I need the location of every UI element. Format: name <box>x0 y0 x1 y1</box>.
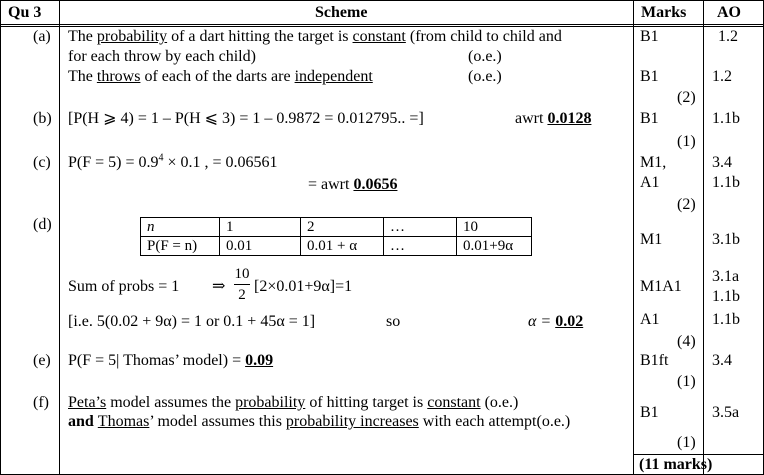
part-c-ao1: 3.4 <box>712 154 732 171</box>
table-cell: 2 <box>301 218 384 237</box>
table-cell: 10 <box>457 218 532 237</box>
part-b-text: [P(H ⩾ 4) = 1 – P(H ⩽ 3) = 1 – 0.9872 = 0.012795.. =] <box>68 110 424 127</box>
part-e-mark: B1ft <box>640 352 669 369</box>
part-d-frac-num: 10 <box>234 266 250 282</box>
part-d-sum-expr: [2×0.01+9α]=1 <box>254 278 353 295</box>
table-cell: P(F = n) <box>141 237 220 256</box>
part-a-total: (2) <box>677 89 696 106</box>
part-a-mark1: B1 <box>640 28 659 45</box>
part-f-line1: Peta’s model assumes the probability of hitting target is constant (o.e.) <box>68 394 519 411</box>
part-b-label: (b) <box>33 110 52 127</box>
part-f-mark: B1 <box>640 404 659 421</box>
part-c-label: (c) <box>33 154 51 171</box>
part-d-ie-text: [i.e. 5(0.02 + 9α) = 1 or 0.1 + 45α = 1] <box>68 313 316 330</box>
part-d-ao-sum2: 1.1b <box>712 288 740 305</box>
table-cell: … <box>384 218 457 237</box>
part-a-line2: for each throw by each child) <box>68 48 256 65</box>
part-c-mark2: A1 <box>640 174 660 191</box>
probability-table <box>140 217 532 256</box>
part-d-ao-sum1: 3.1a <box>712 268 740 285</box>
header-ao: AO <box>717 4 741 21</box>
part-f-total: (1) <box>677 434 696 451</box>
header-rule-2 <box>0 26 764 27</box>
total-marks: (11 marks) <box>639 456 713 473</box>
part-d-frac-den: 2 <box>238 287 246 303</box>
part-a-ao2: 1.2 <box>712 68 732 85</box>
part-a-ao1: 1.2 <box>718 28 738 45</box>
table-row <box>141 237 532 256</box>
header-marks: Marks <box>641 4 687 21</box>
part-a-line3: The throws of each of the darts are independent <box>68 68 373 85</box>
border-left <box>0 0 1 475</box>
part-a-line3-oe: (o.e.) <box>468 68 502 85</box>
part-e-text: P(F = 5| Thomas’ model) = 0.09 <box>68 352 274 369</box>
part-c-text: $P(F = 5) = 0.9^4 \times 0.1$ , = 0.06561 <box>68 152 278 171</box>
part-d-ao-table: 3.1b <box>712 231 740 248</box>
table-cell: 0.01 + α <box>301 237 384 256</box>
part-d-so: so <box>386 313 401 330</box>
part-b-answer: awrt 0.0128 <box>515 110 592 127</box>
divider-scheme <box>633 0 634 475</box>
part-a-mark2: B1 <box>640 68 659 85</box>
table-cell: n <box>141 218 220 237</box>
part-b-mark: B1 <box>640 110 659 127</box>
border-top <box>0 0 764 1</box>
part-f-ao: 3.5a <box>712 404 740 421</box>
part-e-total: (1) <box>677 373 696 390</box>
table-cell: … <box>384 237 457 256</box>
part-c-total: (2) <box>677 196 696 213</box>
part-d-ao-ie: 1.1b <box>712 311 740 328</box>
part-a-line2-oe: (o.e.) <box>468 48 502 65</box>
part-c-ao2: 1.1b <box>712 174 740 191</box>
part-b-total: (1) <box>677 133 696 150</box>
header-scheme: Scheme <box>315 4 368 21</box>
part-d-alpha-answer: α = 0.02 <box>528 313 584 330</box>
part-a-label: (a) <box>33 28 51 45</box>
part-d-mark-sum: M1A1 <box>640 278 682 295</box>
part-d-implies: ⇒ <box>212 278 226 295</box>
part-d-mark-ie: A1 <box>640 311 660 328</box>
part-f-label: (f) <box>33 394 49 411</box>
part-e-ao: 3.4 <box>712 352 732 369</box>
part-d-sum-text: Sum of probs = 1 <box>68 278 180 295</box>
part-d-frac-bar <box>234 284 250 285</box>
table-cell: 0.01+9α <box>457 237 532 256</box>
part-e-label: (e) <box>33 352 51 369</box>
divider-marks <box>703 0 704 475</box>
table-cell: 1 <box>220 218 301 237</box>
part-d-total: (4) <box>677 333 696 350</box>
header-qu: Qu 3 <box>8 4 42 21</box>
part-c-mark1: M1, <box>640 154 667 171</box>
part-c-answer: = awrt 0.0656 <box>308 176 398 193</box>
table-cell: 0.01 <box>220 237 301 256</box>
header-rule <box>0 24 764 25</box>
table-row <box>141 218 532 237</box>
part-d-mark-table: M1 <box>640 231 663 248</box>
divider-qu <box>59 0 60 475</box>
footer-rule <box>633 454 764 455</box>
part-a-line1: The probability of a dart hitting the target is constant (from child to child and <box>68 28 562 45</box>
part-b-ao: 1.1b <box>712 110 740 127</box>
part-d-label: (d) <box>33 216 52 233</box>
part-f-line2: and Thomas’ model assumes this probability increases with each attempt(o.e.) <box>68 413 571 430</box>
